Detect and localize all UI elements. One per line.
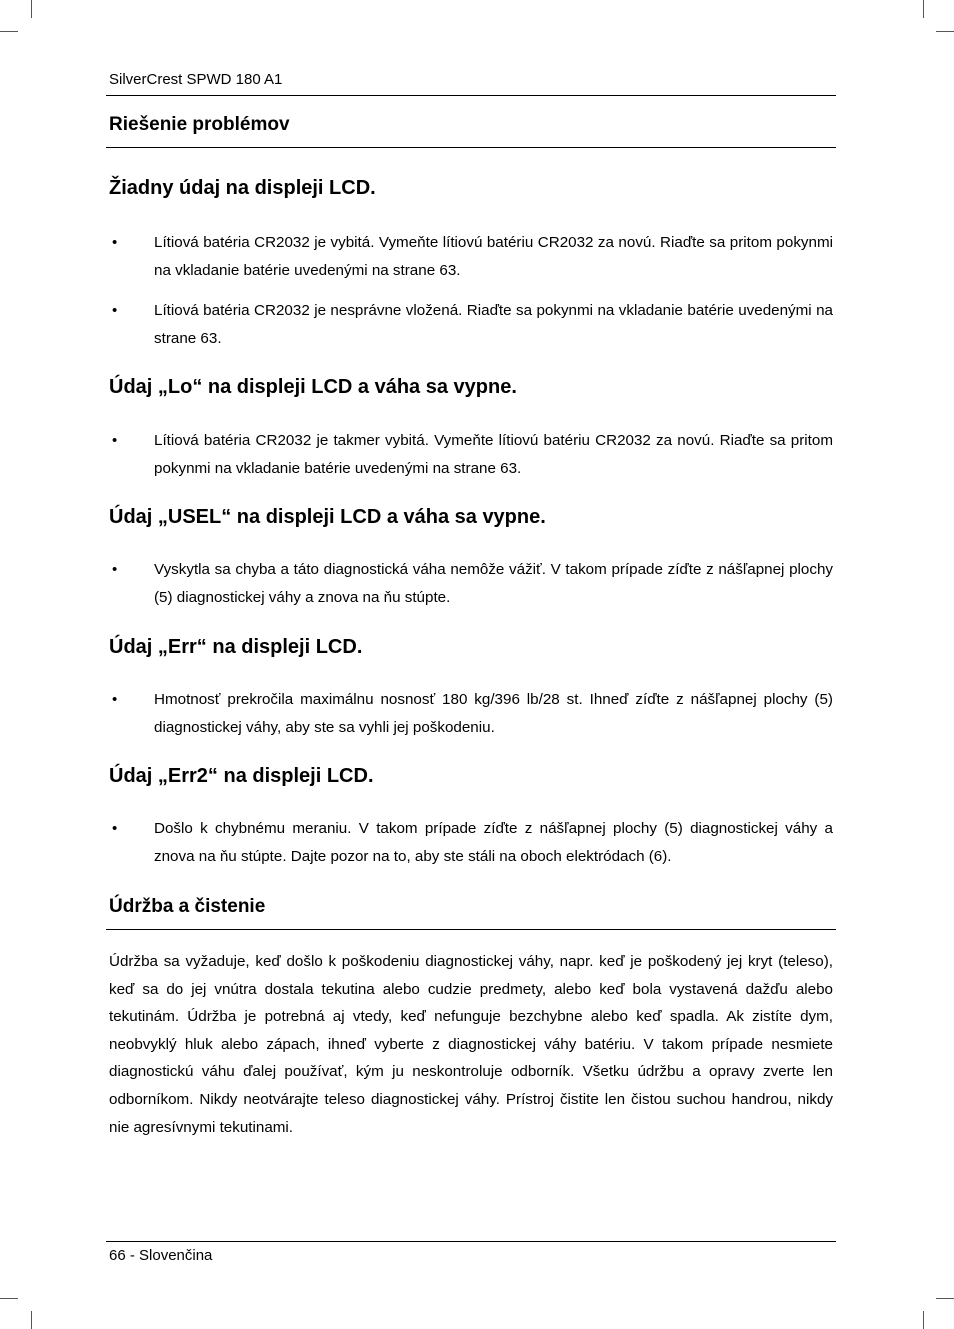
crop-mark-bottom-right-h	[936, 1298, 954, 1299]
page-number: 66 - Slovenčina	[109, 1247, 213, 1264]
maintenance-title: Údržba a čistenie	[109, 896, 266, 917]
maintenance-rule	[106, 929, 836, 930]
crop-mark-top-right-h	[936, 31, 954, 32]
running-head: SilverCrest SPWD 180 A1	[109, 71, 283, 88]
list-item	[109, 297, 833, 352]
subsection-title-usel: Údaj „USEL“ na displeji LCD a váha sa vypne.	[109, 506, 546, 528]
crop-mark-top-right	[923, 0, 924, 18]
crop-mark-top-left	[31, 0, 32, 18]
bullet-icon: •	[112, 691, 118, 708]
crop-mark-bottom-left	[31, 1311, 32, 1329]
list-item-text: Lítiová batéria CR2032 je takmer vybitá. Vymeňte lítiovú batériu CR2032 za novú. Riaďte sa pritom pokynmi na vkladanie batérie uvedenými na strane 63.	[154, 432, 833, 477]
list-item-text: Lítiová batéria CR2032 je vybitá. Vymeňte lítiovú batériu CR2032 za novú. Riaďte sa pritom pokynmi na vkladanie batérie uvedenými na strane 63.	[154, 234, 833, 279]
list-item-text: Lítiová batéria CR2032 je nesprávne vložená. Riaďte sa pokynmi na vkladanie batérie uvedenými na strane 63.	[154, 302, 833, 347]
bullet-icon: •	[112, 820, 118, 837]
list-item-text: Hmotnosť prekročila maximálnu nosnosť 180 kg/396 lb/28 st. Ihneď zíďte z nášľapnej plochy (5) diagnostickej váhy, aby ste sa vyhli jej poškodeniu.	[154, 691, 833, 736]
header-rule	[106, 95, 836, 96]
maintenance-paragraph: Údržba sa vyžaduje, keď došlo k poškodeniu diagnostickej váhy, napr. keď je poškodený jej kryt (teleso), keď sa do jej vnútra dostala tekutina alebo cudzie predmety, alebo keď bola vystavená dažďu alebo tekutinám. Údržba je potrebná aj vtedy, keď nefunguje bezchybne alebo keď spadla. Ak zistíte dym, neobvyklý hluk alebo zápach, ihneď vyberte z diagnostickej váhy batériu. V takom prípade nesmiete diagnostickú váhu ďalej používať, kým ju neskontroluje odborník. Všetku údržbu a opravy zverte len odborníkom. Nikdy neotvárajte teleso diagnostickej váhy. Prístroj čistite len čistou suchou handrou, nikdy nie agresívnymi tekutinami.	[109, 953, 833, 1136]
list-item	[109, 556, 833, 611]
list-item	[109, 229, 833, 284]
list-item	[109, 686, 833, 741]
subsection-title-lo: Údaj „Lo“ na displeji LCD a váha sa vypne.	[109, 376, 517, 398]
bullet-icon: •	[112, 302, 118, 319]
subsection-title-err: Údaj „Err“ na displeji LCD.	[109, 636, 363, 658]
subsection-title-no-display: Žiadny údaj na displeji LCD.	[109, 177, 376, 199]
crop-mark-bottom-right	[923, 1311, 924, 1329]
crop-mark-bottom-left-h	[0, 1298, 18, 1299]
bullet-icon: •	[112, 561, 118, 578]
list-item	[109, 427, 833, 482]
list-item	[109, 815, 833, 870]
section-rule	[106, 147, 836, 148]
bullet-icon: •	[112, 432, 118, 449]
subsection-title-err2: Údaj „Err2“ na displeji LCD.	[109, 765, 374, 787]
bullet-icon: •	[112, 234, 118, 251]
crop-mark-top-left-h	[0, 31, 18, 32]
list-item-text: Došlo k chybnému meraniu. V takom prípade zíďte z nášľapnej plochy (5) diagnostickej váhy a znova na ňu stúpte. Dajte pozor na to, aby ste stáli na oboch elektródach (6).	[154, 820, 833, 865]
section-title: Riešenie problémov	[109, 114, 290, 135]
footer-rule	[106, 1241, 836, 1242]
list-item-text: Vyskytla sa chyba a táto diagnostická váha nemôže vážiť. V takom prípade zíďte z nášľapnej plochy (5) diagnostickej váhy a znova na ňu stúpte.	[154, 561, 833, 606]
